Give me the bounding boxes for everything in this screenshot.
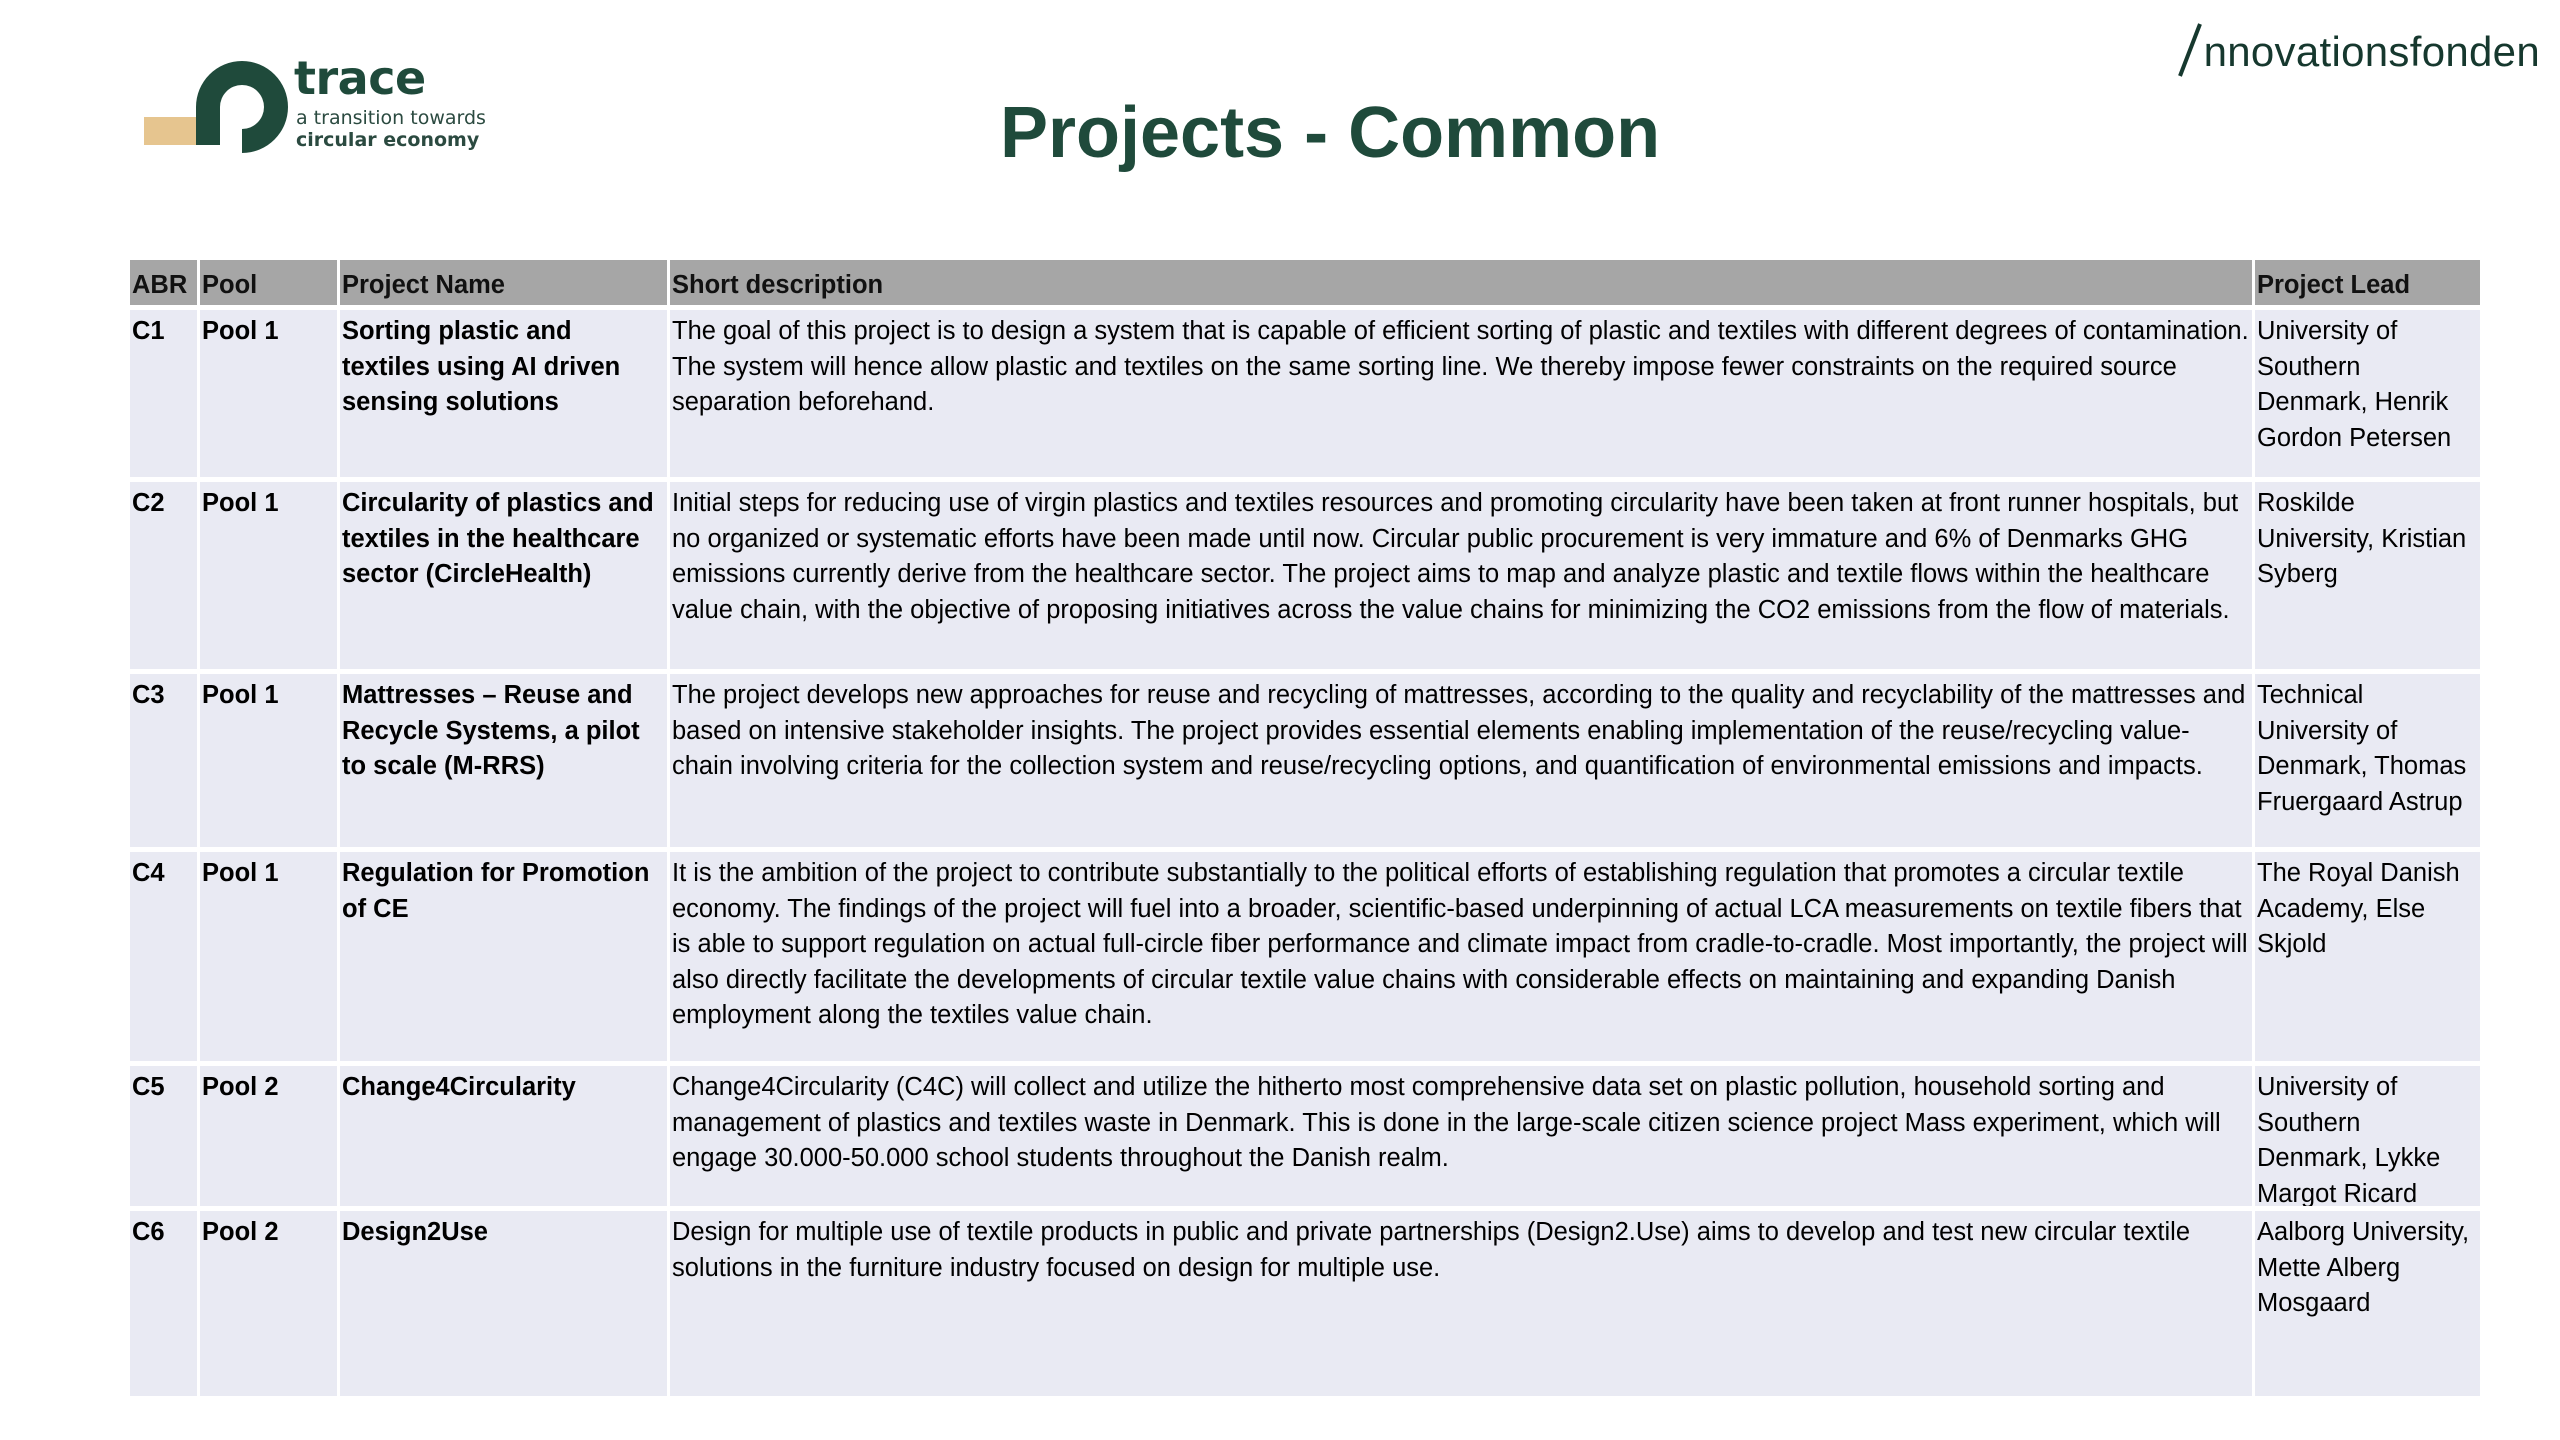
table-cell-project-lead: University of Southern Denmark, Henrik Gordon Petersen (2255, 310, 2480, 482)
table-cell-project-name: Sorting plastic and textiles using AI driven sensing solutions (340, 310, 670, 482)
table-header-abr: ABR (130, 260, 200, 310)
table-cell-project-name: Mattresses – Reuse and Recycle Systems, a pilot to scale (M-RRS) (340, 674, 670, 852)
innovationsfonden-logo (2174, 22, 2540, 82)
table-cell-description: The goal of this project is to design a system that is capable of efficient sorting of plastic and textiles with different degrees of contamination. The system will hence allow plastic and textiles on the same sorting line. We thereby impose fewer constraints on the required source separation beforehand. (670, 310, 2255, 482)
table-cell-project-lead: Roskilde University, Kristian Syberg (2255, 482, 2480, 674)
table-cell-description: Change4Circularity (C4C) will collect and utilize the hitherto most comprehensive data set on plastic pollution, household sorting and management of plastics and textiles waste in Denmark. This is done in the large-scale citizen science project Mass experiment, which will engage 30.000-50.000 school students throughout the Danish realm. (670, 1066, 2255, 1211)
table-cell-description: It is the ambition of the project to contribute substantially to the political efforts of establishing regulation that promotes a circular textile economy. The findings of the project will fuel into a broader, scientific-based underpinning of actual LCA measurements on textile fibers that is able to support regulation on actual full-circle fiber performance and climate impact from cradle-to-cradle. Most importantly, the project will also directly facilitate the developments of circular textile value chains with considerable effects on maintaining and expanding Danish employment along the textiles value chain. (670, 852, 2255, 1066)
table-cell-project-lead: University of Southern Denmark, Lykke Margot Ricard (2255, 1066, 2480, 1211)
table-cell-project-name: Circularity of plastics and textiles in the healthcare sector (CircleHealth) (340, 482, 670, 674)
trace-logo-word: trace (294, 51, 426, 105)
table-cell-abr: C4 (130, 852, 200, 1066)
innovationsfonden-slash-mark (2174, 22, 2204, 82)
table-cell-description: The project develops new approaches for reuse and recycling of mattresses, according to the quality and recyclability of the mattresses and based on intensive stakeholder insights. The project provides essential elements enabling implementation of the reuse/recycling value-chain involving criteria for the collection system and reuse/recycling options, and quantification of environmental emissions and impacts. (670, 674, 2255, 852)
table-header-project-name: Project Name (340, 260, 670, 310)
table-header-short-description: Short description (670, 260, 2255, 310)
table-cell-pool: Pool 1 (200, 852, 340, 1066)
table-cell-pool: Pool 1 (200, 310, 340, 482)
projects-table (130, 260, 2480, 1401)
table-cell-project-lead: Aalborg University, Mette Alberg Mosgaard (2255, 1211, 2480, 1401)
table-cell-abr: C6 (130, 1211, 200, 1401)
table-cell-project-name: Design2Use (340, 1211, 670, 1401)
table-cell-project-name: Change4Circularity (340, 1066, 670, 1211)
trace-logo-tagline-2: circular economy (296, 129, 480, 151)
table-cell-abr: C2 (130, 482, 200, 674)
table-cell-pool: Pool 1 (200, 482, 340, 674)
table-cell-abr: C5 (130, 1066, 200, 1211)
table-cell-pool: Pool 2 (200, 1066, 340, 1211)
table-cell-description: Design for multiple use of textile products in public and private partnerships (Design2.Use) aims to develop and test new circular textile solutions in the furniture industry focused on design for multiple use. (670, 1211, 2255, 1401)
table-cell-pool: Pool 2 (200, 1211, 340, 1401)
table-cell-abr: C3 (130, 674, 200, 852)
table-cell-project-lead: The Royal Danish Academy, Else Skjold (2255, 852, 2480, 1066)
table-cell-description: Initial steps for reducing use of virgin plastics and textiles resources and promoting circularity have been taken at front runner hospitals, but no organized or systematic efforts have been made until now. Circular public procurement is very immature and 6% of Denmarks GHG emissions currently derive from the healthcare sector. The project aims to map and analyze plastic and textile flows within the healthcare value chain, with the objective of proposing initiatives across the value chains for minimizing the CO2 emissions from the flow of materials. (670, 482, 2255, 674)
trace-logo-tagline-1: a transition towards (296, 107, 486, 129)
table-header-project-lead: Project Lead (2255, 260, 2480, 310)
table-header-pool: Pool (200, 260, 340, 310)
table-cell-project-lead: Technical University of Denmark, Thomas Fruergaard Astrup (2255, 674, 2480, 852)
table-cell-abr: C1 (130, 310, 200, 482)
table-cell-project-name: Regulation for Promotion of CE (340, 852, 670, 1066)
table-cell-pool: Pool 1 (200, 674, 340, 852)
page-title: Projects - Common (999, 93, 1661, 173)
innovationsfonden-wordmark: nnovationsfonden (2203, 28, 2540, 75)
